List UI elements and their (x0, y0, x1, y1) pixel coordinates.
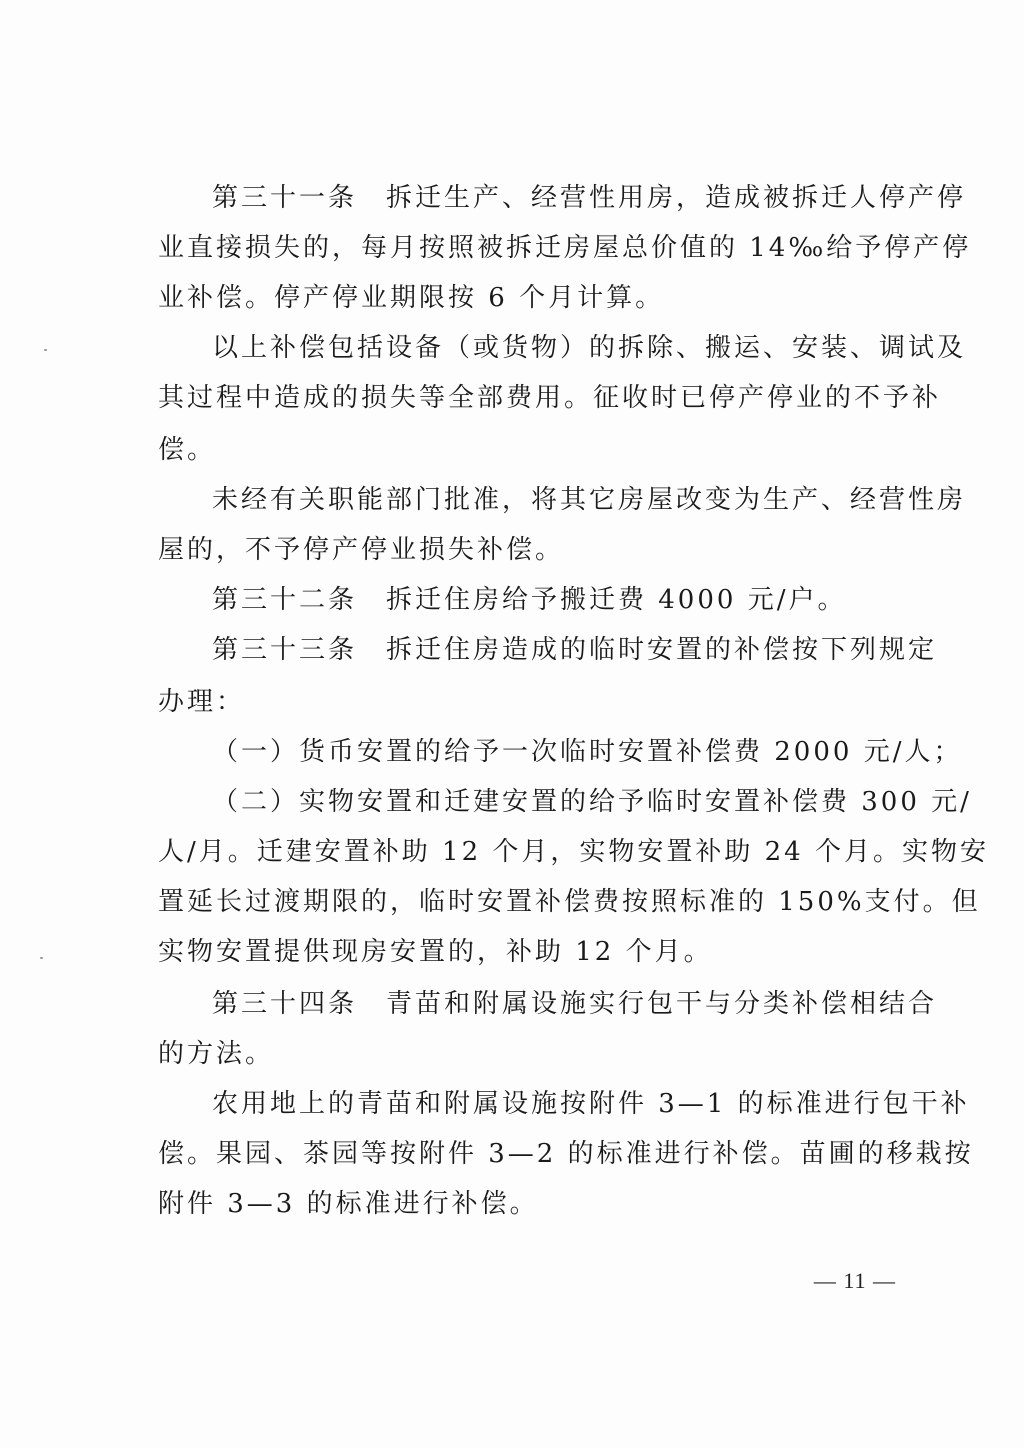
paragraph-line: 偿。 (158, 435, 217, 465)
paragraph-line: 业补偿。停产停业期限按 6 个月计算。 (158, 283, 665, 313)
scan-speck (44, 349, 47, 351)
paragraph-line: 偿。果园、茶园等按附件 3—2 的标准进行补偿。苗圃的移栽按 (158, 1139, 974, 1169)
scan-speck (40, 957, 43, 959)
paragraph-line: 第三十四条 青苗和附属设施实行包干与分类补偿相结合 (212, 989, 938, 1019)
paragraph-line: 其过程中造成的损失等全部费用。征收时已停产停业的不予补 (158, 383, 942, 413)
paragraph-line: 第三十三条 拆迁住房造成的临时安置的补偿按下列规定 (212, 635, 938, 665)
paragraph-line: 屋的，不予停产停业损失补偿。 (158, 535, 565, 565)
page-number: — 11 — (813, 1268, 896, 1293)
paragraph-line: 置延长过渡期限的，临时安置补偿费按照标准的 150%支付。但 (158, 887, 981, 917)
paragraph-line: 以上补偿包括设备（或货物）的拆除、搬运、安装、调试及 (212, 333, 967, 363)
paragraph-line: 第三十二条 拆迁住房给予搬迁费 4000 元/户。 (212, 585, 847, 615)
paragraph-line: 未经有关职能部门批准，将其它房屋改变为生产、经营性房 (212, 485, 967, 515)
paragraph-line: 业直接损失的，每月按照被拆迁房屋总价值的 14‰给予停产停 (158, 233, 972, 263)
paragraph-line: 的方法。 (158, 1039, 275, 1069)
paragraph-line: 附件 3—3 的标准进行补偿。 (158, 1189, 539, 1219)
paragraph-line: 办理： (158, 687, 246, 717)
paragraph-line: （一）货币安置的给予一次临时安置补偿费 2000 元/人； (212, 737, 963, 767)
paragraph-line: 实物安置提供现房安置的，补助 12 个月。 (158, 937, 713, 967)
paragraph-line: 人/月。迁建安置补助 12 个月，实物安置补助 24 个月。实物安 (158, 837, 989, 867)
paragraph-line: （二）实物安置和迁建安置的给予临时安置补偿费 300 元/ (212, 787, 972, 817)
paragraph-line: 农用地上的青苗和附属设施按附件 3—1 的标准进行包干补 (212, 1089, 970, 1119)
paragraph-line: 第三十一条 拆迁生产、经营性用房，造成被拆迁人停产停 (212, 183, 967, 213)
